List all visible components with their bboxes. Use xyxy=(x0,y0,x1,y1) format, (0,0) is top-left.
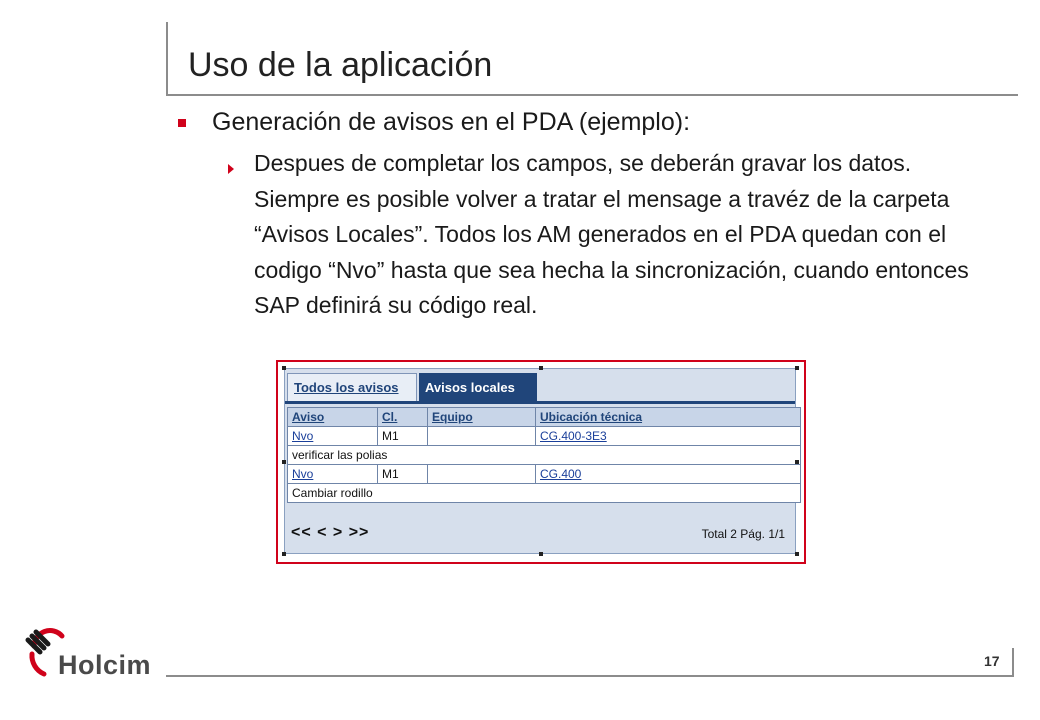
cell-ubicacion xyxy=(536,465,801,484)
cell-descripcion: Cambiar rodillo xyxy=(288,484,801,503)
cell-aviso xyxy=(288,427,378,446)
selection-handle[interactable] xyxy=(795,366,799,370)
pager-controls[interactable]: << < > >> xyxy=(291,524,370,541)
selection-handle[interactable] xyxy=(282,460,286,464)
tab-bar xyxy=(285,369,795,404)
selection-handle[interactable] xyxy=(282,552,286,556)
column-header-equipo[interactable]: Equipo xyxy=(428,408,536,427)
bullet-level1 xyxy=(178,108,690,137)
tab-todos-los-avisos[interactable]: Todos los avisos xyxy=(287,373,417,401)
ubicacion-link[interactable]: CG.400-3E3 xyxy=(540,429,607,443)
table-row-description xyxy=(288,484,801,503)
selection-handle[interactable] xyxy=(539,552,543,556)
selection-handle[interactable] xyxy=(795,552,799,556)
square-bullet-icon xyxy=(178,119,186,127)
page-number: 17 xyxy=(984,653,1000,669)
selection-handle[interactable] xyxy=(282,366,286,370)
bullet-level2-text: Despues de completar los campos, se deberán gravar los datos. Siempre es posible volver a tratar el mensage a travéz de la carpeta “Avisos Locales”. Todos los AM generados en el PDA quedan con el codigo “Nvo” hasta que sea hecha la sincronización, cuando entonces SAP definirá su código real. xyxy=(254,150,969,318)
cell-equipo xyxy=(428,465,536,484)
cell-cl: M1 xyxy=(378,427,428,446)
title-frame-horizontal-line xyxy=(166,94,1018,96)
total-pages-label: Total 2 Pág. 1/1 xyxy=(701,527,785,541)
avisos-table xyxy=(287,407,801,503)
bullet-level1-text: Generación de avisos en el PDA (ejemplo): xyxy=(212,108,691,136)
app-screenshot-frame xyxy=(276,360,806,564)
slide-title: Uso de la aplicación xyxy=(188,46,493,84)
column-header-cl[interactable]: Cl. xyxy=(378,408,428,427)
selection-handle[interactable] xyxy=(539,366,543,370)
aviso-link[interactable]: Nvo xyxy=(292,467,314,481)
footer-vertical-line xyxy=(1012,648,1014,677)
cell-descripcion: verificar las polias xyxy=(288,446,801,465)
title-frame-vertical-line xyxy=(166,22,168,96)
app-window xyxy=(284,368,796,554)
table-header-row xyxy=(288,408,801,427)
cell-equipo xyxy=(428,427,536,446)
table-row xyxy=(288,427,801,446)
cell-aviso xyxy=(288,465,378,484)
tab-avisos-locales[interactable]: Avisos locales xyxy=(419,373,537,401)
footer-horizontal-line xyxy=(166,675,1014,677)
column-header-aviso[interactable]: Aviso xyxy=(288,408,378,427)
aviso-link[interactable]: Nvo xyxy=(292,429,314,443)
table-row xyxy=(288,465,801,484)
column-header-ubicacion[interactable]: Ubicación técnica xyxy=(536,408,801,427)
selection-handle[interactable] xyxy=(795,460,799,464)
triangle-bullet-icon xyxy=(228,164,234,174)
table-row-description xyxy=(288,446,801,465)
cell-ubicacion xyxy=(536,427,801,446)
cell-cl: M1 xyxy=(378,465,428,484)
brand-name: Holcim xyxy=(58,650,152,680)
ubicacion-link[interactable]: CG.400 xyxy=(540,467,582,481)
bullet-level2 xyxy=(228,150,990,324)
